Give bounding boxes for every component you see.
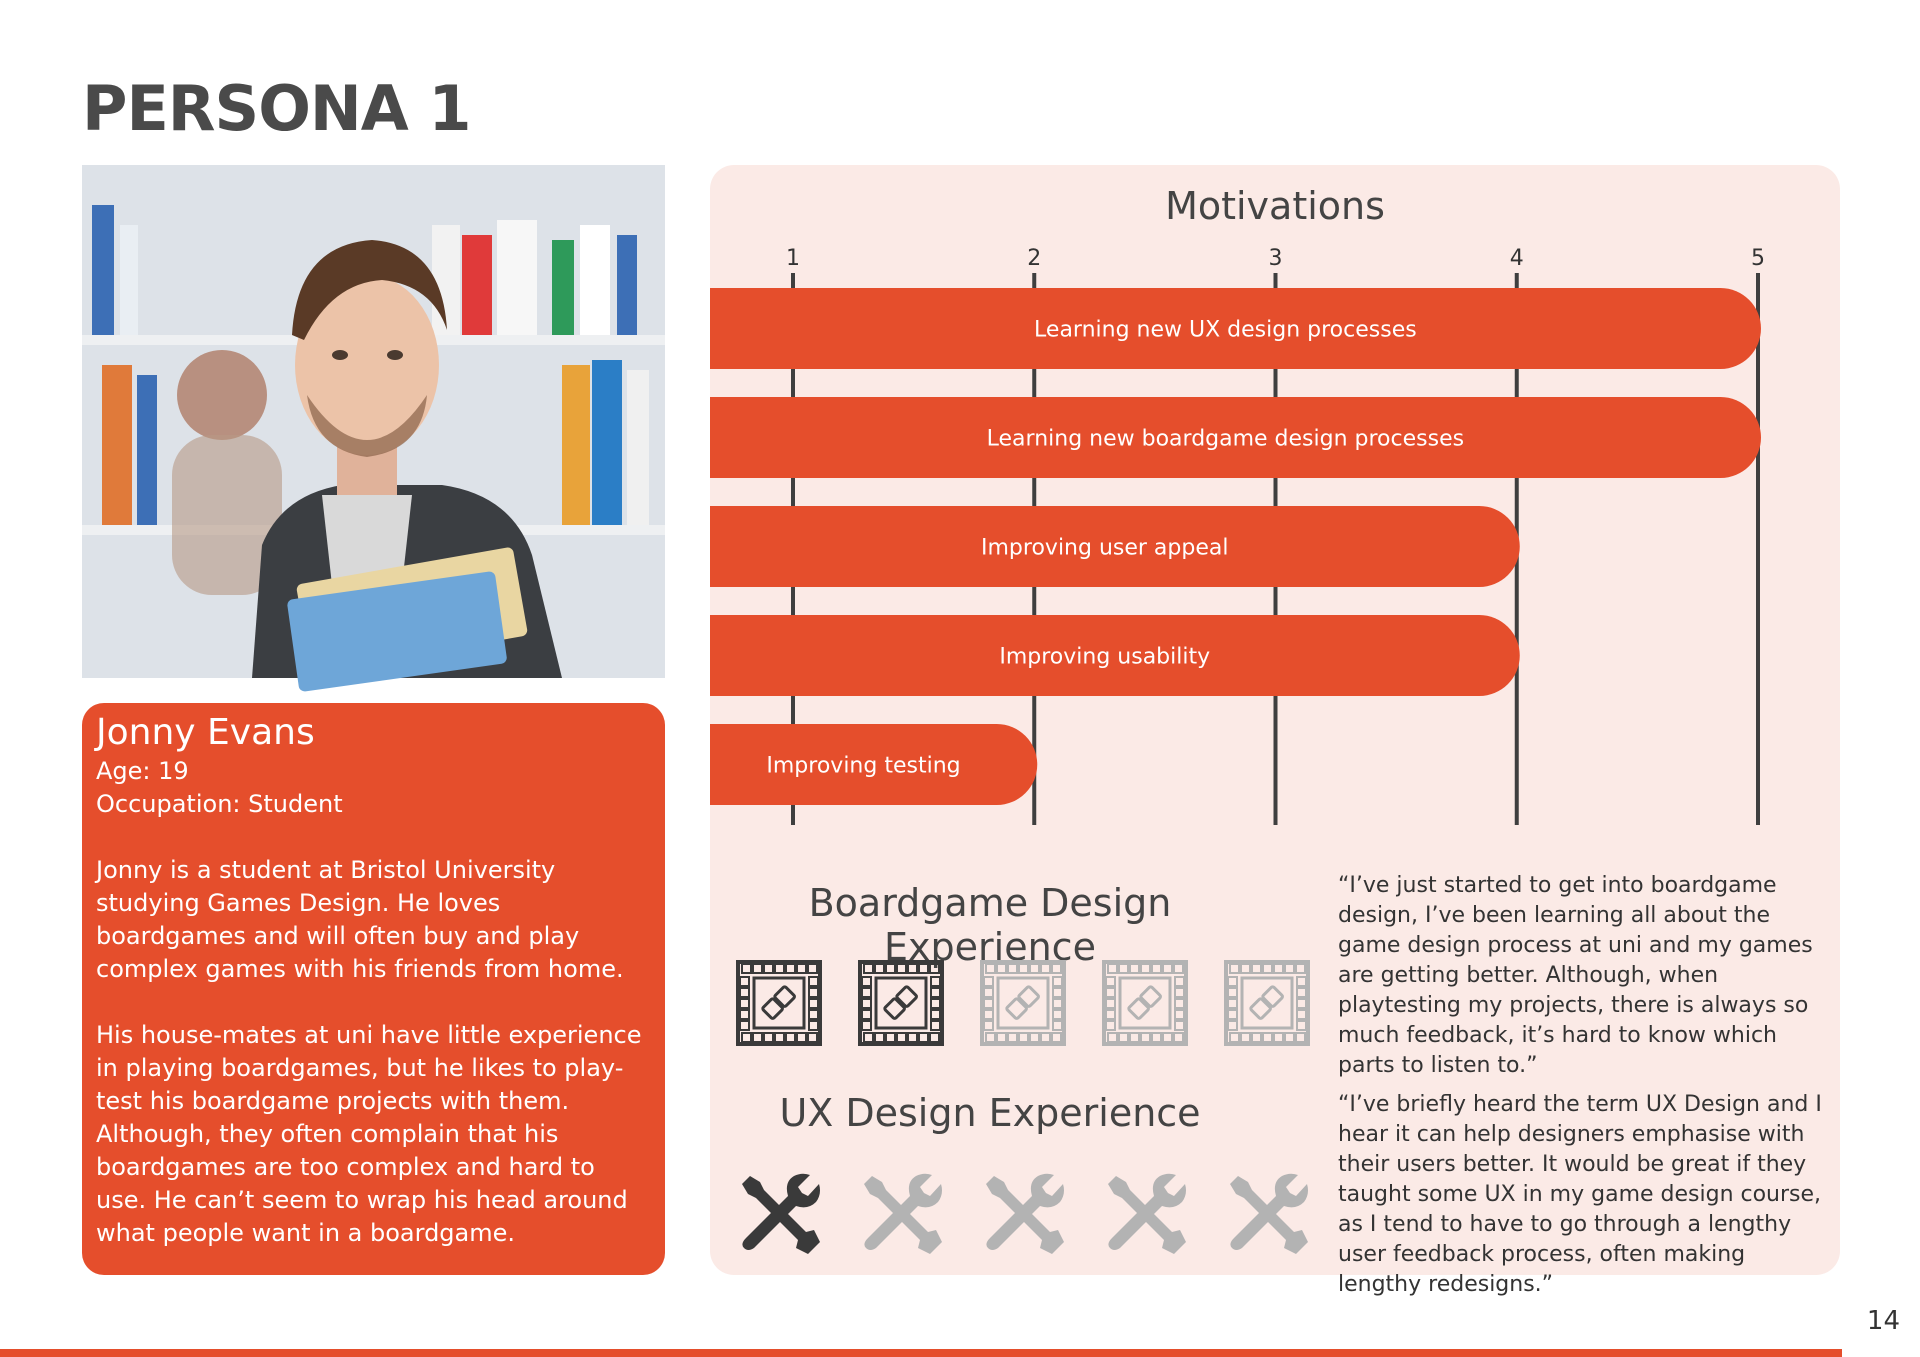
persona-bio-paragraph-1: Jonny is a student at Bristol University studying Games Design. He loves boardgames and will often buy and play complex games with his friends from home. (96, 856, 624, 983)
boardgame-quote: “I’ve just started to get into boardgame design, I’ve been learning all about the game design process at uni and my games are getting better. Although, when playtesting my projects, there is always so much feedback, it’s hard to know which parts to listen to.” (1338, 873, 1813, 1078)
boardgame-board-icon-2-filled (858, 960, 944, 1046)
tick-label-5: 5 (1751, 246, 1765, 271)
motivations-chart (710, 165, 1840, 845)
bar-label-4: Improving usability (999, 644, 1211, 670)
wrench-screwdriver-icon-1-filled (736, 1170, 822, 1256)
wrench-screwdriver-icon-4-empty (1102, 1170, 1188, 1256)
tick-label-2: 2 (1027, 246, 1042, 271)
persona-name: Jonny Evans (96, 712, 315, 753)
bar-label-1: Learning new UX design processes (1034, 317, 1417, 343)
footer-bar (0, 1349, 1842, 1357)
boardgame-board-icon-5-empty (1224, 960, 1310, 1046)
wrench-screwdriver-icon-5-empty (1224, 1170, 1310, 1256)
wrench-screwdriver-icon-2-empty (858, 1170, 944, 1256)
page-number: 14 (1866, 1306, 1900, 1336)
chart-title: Motivations (1165, 184, 1385, 228)
boardgame-experience-title: Boardgame Design Experience (808, 881, 1172, 969)
boardgame-board-icon-1-filled (736, 960, 822, 1046)
bar-label-3: Improving user appeal (981, 535, 1229, 561)
boardgame-board-icon-3-empty (980, 960, 1066, 1046)
boardgame-board-icon-4-empty (1102, 960, 1188, 1046)
ux-experience-rating (736, 1170, 1310, 1256)
persona-bio-paragraph-2: His house-mates at uni have little experience in playing boardgames, but he likes to play-test his boardgame projects with them. Although, they often complain that his boardgames are too complex and hard to use. He can’t seem to wrap his head around what people want in a boardgame. (96, 1021, 642, 1247)
page-title: PERSONA 1 (82, 72, 471, 145)
bar-label-5: Improving testing (766, 753, 961, 779)
tick-label-4: 4 (1509, 246, 1524, 271)
persona-occupation: Occupation: Student (96, 790, 343, 818)
persona-age: Age: 19 (96, 757, 189, 785)
ux-experience-title: UX Design Experience (779, 1091, 1201, 1135)
persona-photo (82, 165, 665, 678)
wrench-screwdriver-icon-3-empty (980, 1170, 1066, 1256)
profile-card (82, 703, 665, 1275)
bar-label-2: Learning new boardgame design processes (986, 426, 1465, 452)
motivations-experience-panel (710, 165, 1840, 1297)
boardgame-experience-rating (736, 960, 1310, 1046)
tick-label-1: 1 (786, 246, 800, 271)
tick-label-3: 3 (1268, 246, 1283, 271)
persona-photo-illustration (82, 165, 665, 678)
ux-quote: “I’ve briefly heard the term UX Design and I hear it can help designers emphasise with their users better. It would be great if they taught some UX in my game design course, as I tend to have to go through a lengthy user feedback process, often making lengthy redesigns.” (1338, 1092, 1822, 1297)
